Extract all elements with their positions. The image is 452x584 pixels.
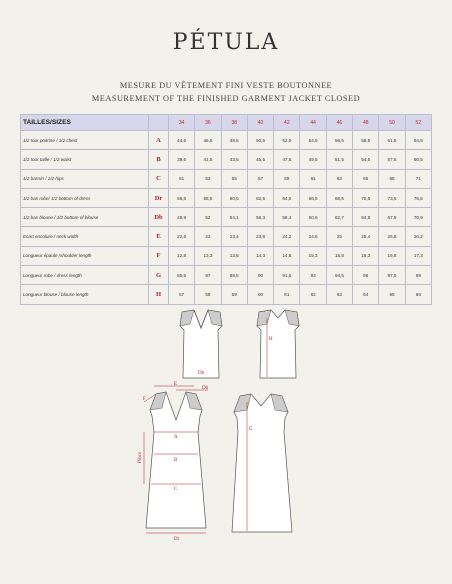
size-header-46: 46 <box>326 115 352 131</box>
measurement-value: 58,5 <box>353 131 379 150</box>
measurement-value: 14,3 <box>247 246 273 265</box>
measurement-value: 64,8 <box>353 208 379 227</box>
measurement-code: Db <box>149 208 169 227</box>
measurement-value: 14,8 <box>274 246 300 265</box>
measurement-value: 94,5 <box>326 266 352 285</box>
measurement-label: 1/2 tour poitrine / 1/2 chest <box>21 131 149 150</box>
dress-c-label: C <box>174 487 178 492</box>
measurement-value: 99 <box>405 266 431 285</box>
measurement-value: 23 <box>195 227 221 246</box>
subtitle-english: MEASUREMENT OF THE FINISHED GARMENT JACKET CLOSED <box>91 94 361 103</box>
measurement-value: 68 <box>379 169 405 188</box>
measurement-value: 54,1 <box>221 208 247 227</box>
measurement-value: 44,5 <box>169 131 195 150</box>
dress-side-label: Pince <box>138 451 143 463</box>
blouse-back-h-label: H <box>269 337 273 342</box>
measurement-value: 50,5 <box>247 131 273 150</box>
measurement-value: 64 <box>353 285 379 304</box>
blouse-front-db-text: Db <box>198 371 205 376</box>
measurement-value: 63 <box>326 285 352 304</box>
measurement-value: 67,9 <box>379 208 405 227</box>
table-row <box>21 246 432 265</box>
measurement-label: 1/2 bas robe/ 1/2 bottom of dress <box>21 188 149 207</box>
measurement-value: 66,5 <box>300 188 326 207</box>
measurement-value: 63 <box>326 169 352 188</box>
size-header-40: 40 <box>247 115 273 131</box>
measurement-value: 22,6 <box>169 227 195 246</box>
measurement-value: 49,5 <box>300 150 326 169</box>
measurement-value: 24,2 <box>274 227 300 246</box>
measurement-value: 60,5 <box>221 188 247 207</box>
dress-front-diagram <box>136 380 216 540</box>
measurement-label: Ecart encolure / neck width <box>21 227 149 246</box>
measurement-value: 64,5 <box>274 188 300 207</box>
measurement-value: 56,5 <box>169 188 195 207</box>
measurement-value: 57 <box>169 285 195 304</box>
measurement-value: 65 <box>379 285 405 304</box>
size-header-48: 48 <box>353 115 379 131</box>
measurement-value: 87 <box>195 266 221 285</box>
measurement-code: H <box>149 285 169 304</box>
measurement-value: 97,5 <box>379 266 405 285</box>
measurement-value: 66 <box>405 285 431 304</box>
measurement-value: 45,5 <box>247 150 273 169</box>
measurement-value: 59 <box>274 169 300 188</box>
measurement-value: 54,5 <box>300 131 326 150</box>
dress-back-g-label: G <box>249 427 253 432</box>
subtitle-french: MESURE DU VÊTEMENT FINI VESTE BOUTONNEE <box>119 81 333 90</box>
measurement-value: 59 <box>221 285 247 304</box>
measurement-value: 58,5 <box>195 188 221 207</box>
measurement-value: 56,5 <box>326 131 352 150</box>
table-header-row <box>21 115 432 131</box>
dress-a-label: A <box>174 435 178 440</box>
measurement-value: 54,5 <box>353 150 379 169</box>
measurement-value: 56,3 <box>247 208 273 227</box>
blouse-front-diagram <box>176 308 226 380</box>
brand-title: PÉTULA <box>172 30 280 55</box>
measurement-value: 15,3 <box>300 246 326 265</box>
size-header-50: 50 <box>379 115 405 131</box>
measurement-label: 1/2 tour taille / 1/2 waist <box>21 150 149 169</box>
measurement-label: 1/2 bassin / 1/2 hips <box>21 169 149 188</box>
size-header-36: 36 <box>195 115 221 131</box>
table-row <box>21 285 432 304</box>
measurement-code: Dr <box>149 188 169 207</box>
dress-db-label: Db <box>202 386 209 391</box>
table-row <box>21 227 432 246</box>
measurement-value: 57 <box>247 169 273 188</box>
measurement-label: 1/2 bas blouse / 1/2 bottom of blouse <box>21 208 149 227</box>
table-row <box>21 131 432 150</box>
measurement-value: 39,5 <box>169 150 195 169</box>
measurement-label: Longueur robe / dress length <box>21 266 149 285</box>
measurement-value: 41,5 <box>195 150 221 169</box>
measurement-value: 52 <box>195 208 221 227</box>
measurement-value: 47,5 <box>274 150 300 169</box>
measurement-value: 51 <box>169 169 195 188</box>
dress-back-diagram <box>226 392 296 542</box>
measurement-value: 53 <box>195 169 221 188</box>
measurement-value: 65 <box>353 169 379 188</box>
measurement-value: 58 <box>195 285 221 304</box>
measurement-value: 25,8 <box>379 227 405 246</box>
dress-f-label: F <box>143 397 146 402</box>
measurement-value: 58,4 <box>274 208 300 227</box>
measurement-value: 93 <box>300 266 326 285</box>
measurement-value: 62,5 <box>247 188 273 207</box>
size-header-34: 34 <box>169 115 195 131</box>
measurement-code: A <box>149 131 169 150</box>
measurement-value: 24,6 <box>300 227 326 246</box>
size-header-42: 42 <box>274 115 300 131</box>
measurement-code: C <box>149 169 169 188</box>
table-row <box>21 169 432 188</box>
dress-e-label: E <box>174 382 178 387</box>
measurement-code: F <box>149 246 169 265</box>
measurement-value: 26,2 <box>405 227 431 246</box>
size-header-52: 52 <box>405 115 431 131</box>
measurement-value: 70,9 <box>405 208 431 227</box>
blouse-back-diagram <box>253 308 303 380</box>
measurement-value: 64,5 <box>405 131 431 150</box>
measurement-value: 76,5 <box>405 188 431 207</box>
measurement-value: 61,5 <box>379 131 405 150</box>
measurement-value: 23,8 <box>247 227 273 246</box>
size-header-38: 38 <box>221 115 247 131</box>
measurement-value: 91,5 <box>274 266 300 285</box>
table-header-label: TAILLES/SIZES <box>21 115 149 131</box>
measurement-value: 71 <box>405 169 431 188</box>
table-row <box>21 266 432 285</box>
size-header-44: 44 <box>300 115 326 131</box>
measurement-value: 43,5 <box>221 150 247 169</box>
measurement-value: 17,3 <box>405 246 431 265</box>
measurement-value: 62,7 <box>326 208 352 227</box>
measurement-value: 55 <box>221 169 247 188</box>
measurement-value: 70,5 <box>353 188 379 207</box>
measurement-value: 61 <box>300 169 326 188</box>
table-row <box>21 188 432 207</box>
measurement-value: 46,5 <box>195 131 221 150</box>
measurement-value: 23,4 <box>221 227 247 246</box>
table-row <box>21 208 432 227</box>
measurement-value: 13,8 <box>221 246 247 265</box>
measurement-value: 61 <box>274 285 300 304</box>
size-chart-table <box>20 114 432 305</box>
measurement-value: 68,5 <box>326 188 352 207</box>
measurement-value: 60,5 <box>405 150 431 169</box>
measurement-value: 25,4 <box>353 227 379 246</box>
measurement-value: 57,5 <box>379 150 405 169</box>
measurement-value: 96 <box>353 266 379 285</box>
measurement-value: 13,3 <box>195 246 221 265</box>
measurement-value: 85,5 <box>169 266 195 285</box>
dress-dr-label: Dr <box>174 537 180 540</box>
dress-b-label: B <box>174 458 178 463</box>
measurement-value: 49,9 <box>169 208 195 227</box>
measurement-value: 25 <box>326 227 352 246</box>
measurement-value: 51,5 <box>326 150 352 169</box>
measurement-value: 60,6 <box>300 208 326 227</box>
measurement-value: 12,8 <box>169 246 195 265</box>
measurement-value: 52,5 <box>274 131 300 150</box>
measurement-code: E <box>149 227 169 246</box>
measurement-value: 48,5 <box>221 131 247 150</box>
measurement-code: G <box>149 266 169 285</box>
measurement-label: Longueur blouse / blouse length <box>21 285 149 304</box>
measurement-value: 15,8 <box>326 246 352 265</box>
measurement-value: 16,8 <box>379 246 405 265</box>
measurement-value: 90 <box>247 266 273 285</box>
measurement-value: 73,5 <box>379 188 405 207</box>
measurement-code: B <box>149 150 169 169</box>
table-row <box>21 150 432 169</box>
measurement-value: 16,3 <box>353 246 379 265</box>
table-header-code <box>149 115 169 131</box>
measurement-label: Longueur épaule /shoulder length <box>21 246 149 265</box>
measurement-value: 62 <box>300 285 326 304</box>
measurement-value: 88,5 <box>221 266 247 285</box>
measurement-value: 60 <box>247 285 273 304</box>
